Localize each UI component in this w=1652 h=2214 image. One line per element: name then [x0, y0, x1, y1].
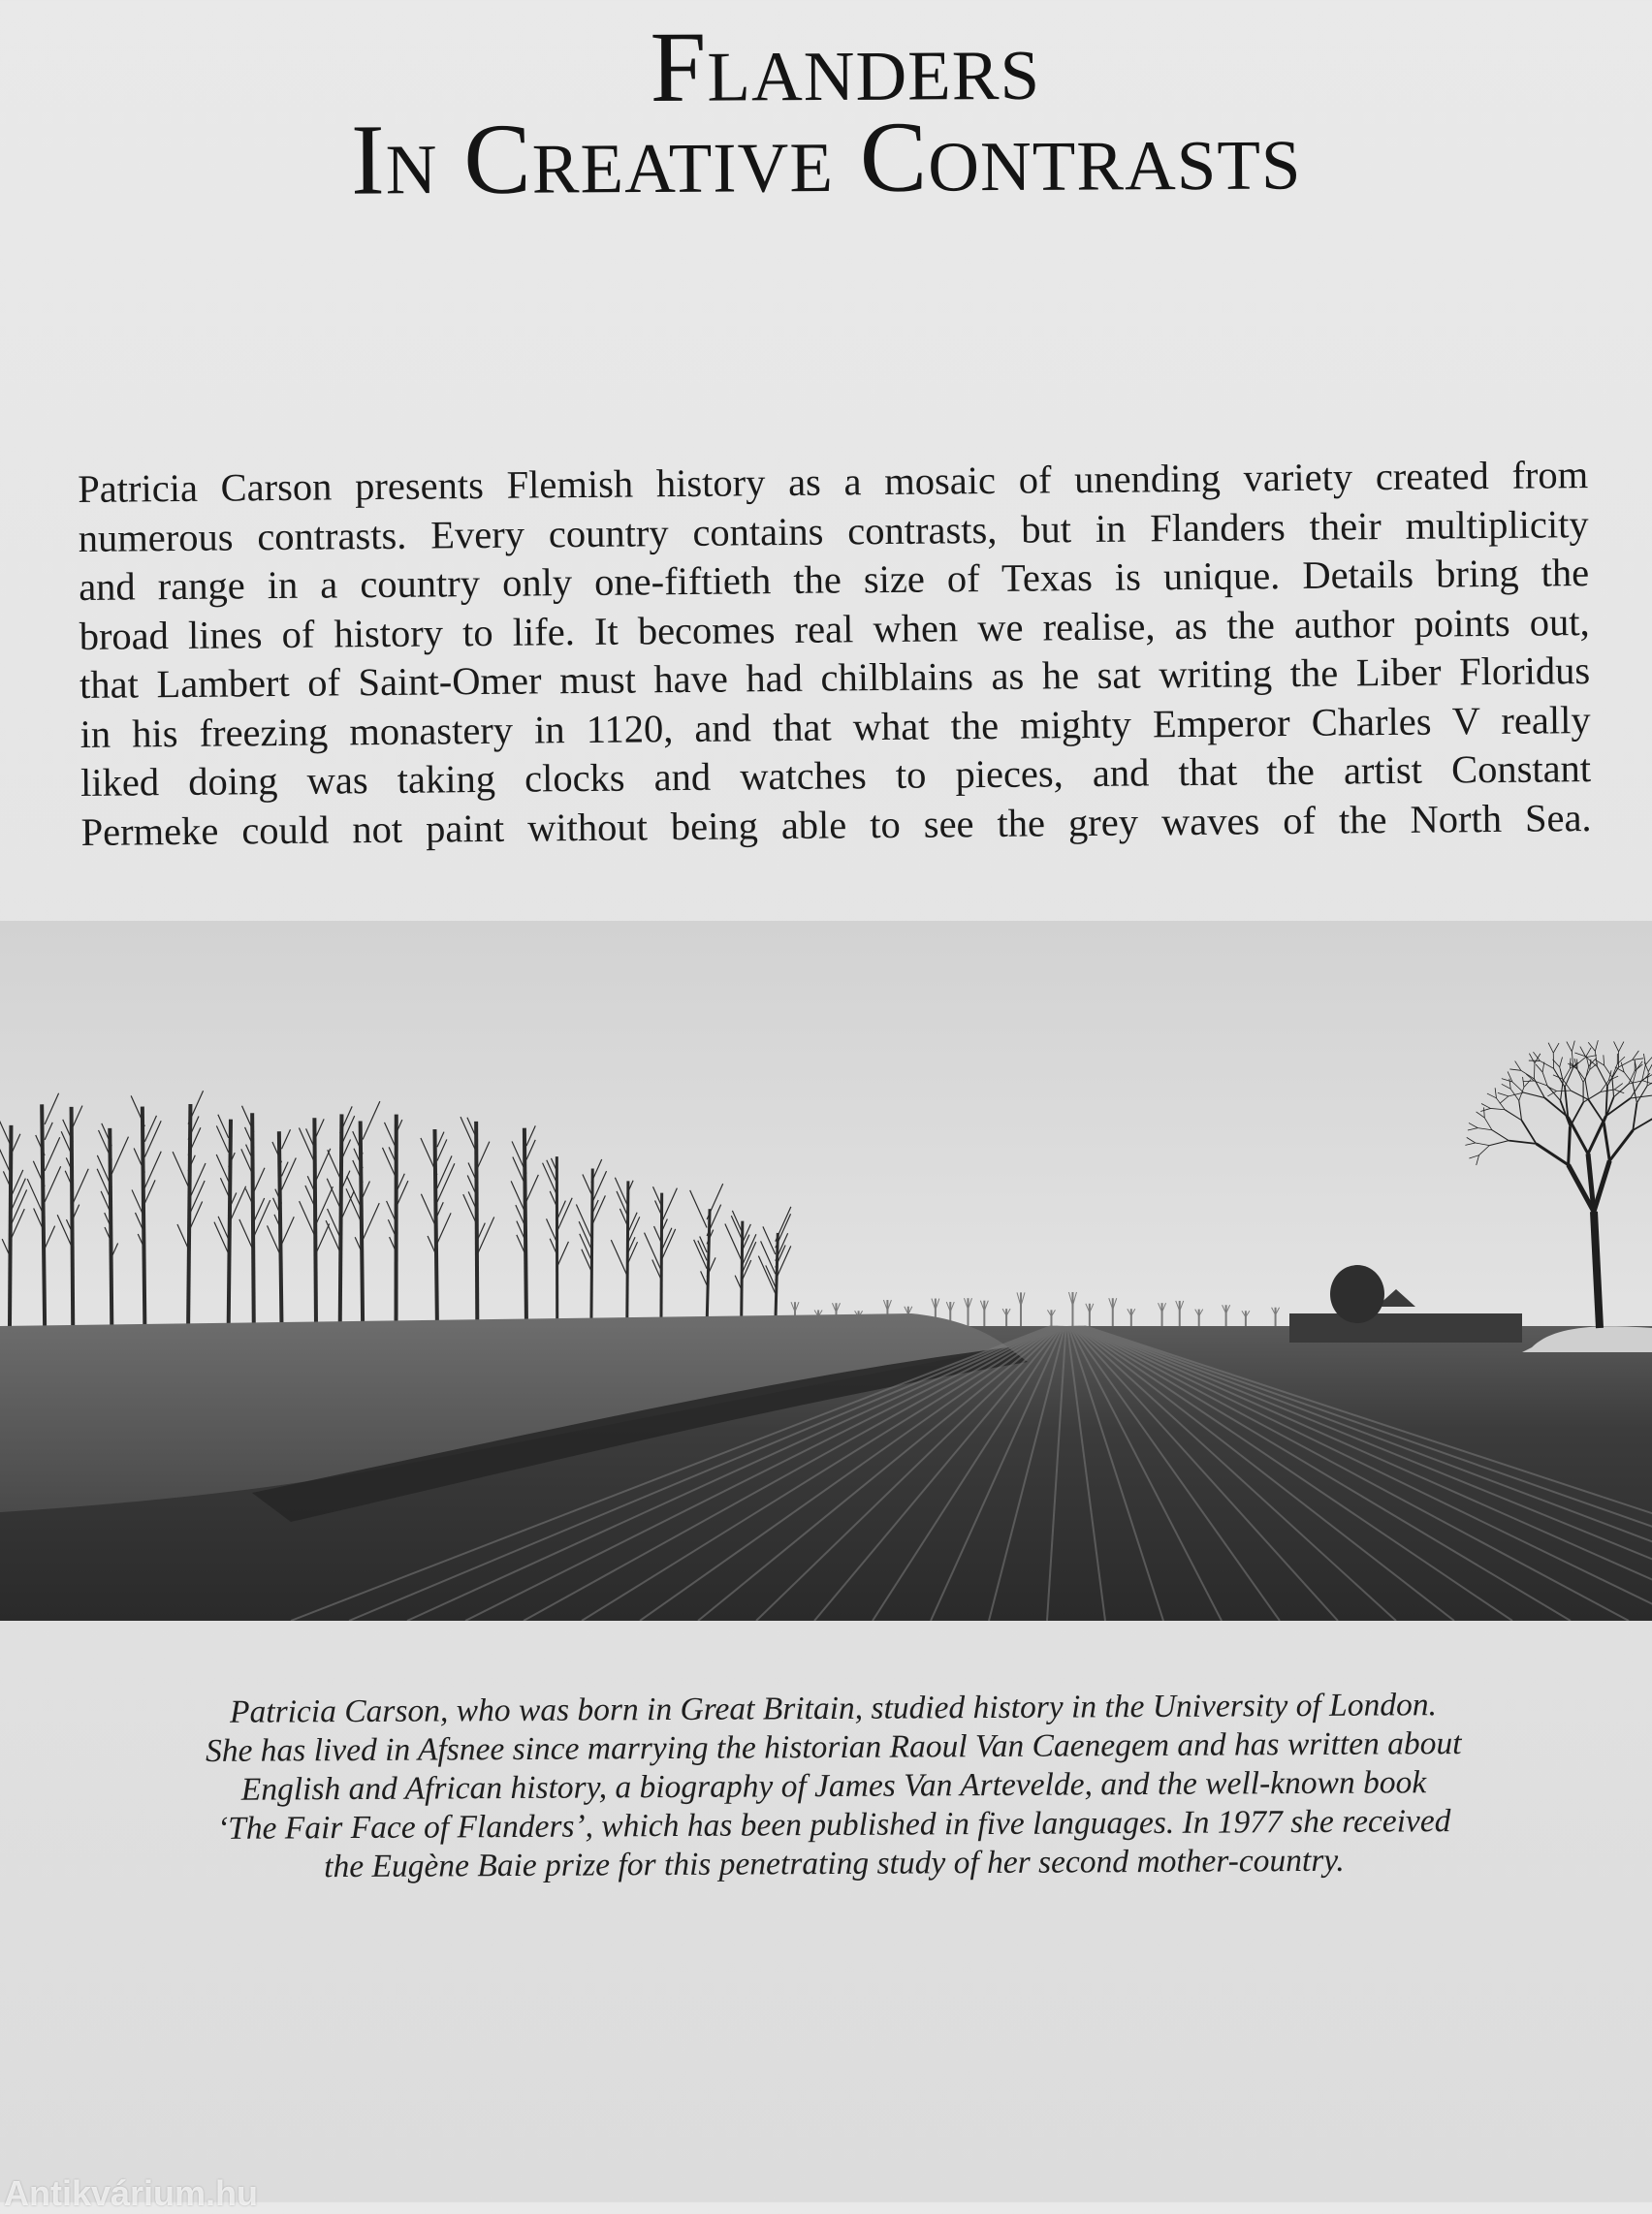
- bio-line: ‘The Fair Face of Flanders’, which has been published in five languages. In 1977 she received: [78, 1801, 1590, 1850]
- landscape-photo-image: [0, 921, 1652, 1621]
- book-blurb: [78, 451, 1592, 857]
- landscape-photo: [0, 921, 1652, 1621]
- blurb-line: Patricia Carson presents Flemish history as a mosaic of unending variety created from: [78, 451, 1588, 514]
- bio-line: English and African history, a biography of James Van Artevelde, and the well-known book: [78, 1762, 1590, 1811]
- title-line-1: Flanders: [0, 17, 1652, 117]
- bio-line: the Eugène Baie prize for this penetrating study of her second mother-country.: [78, 1840, 1590, 1888]
- author-bio: [77, 1685, 1590, 1888]
- blurb-line: broad lines of history to life. It becomes real when we realise, as the author points out,: [79, 598, 1589, 661]
- title-line-2: In Creative Contrasts: [0, 109, 1652, 208]
- blurb-line: numerous contrasts. Every country contains contrasts, but in Flanders their multiplicity: [78, 500, 1588, 563]
- bio-line: She has lived in Afsnee since marrying the historian Raoul Van Caenegem and has written about: [78, 1724, 1590, 1772]
- page-title: [0, 17, 1652, 208]
- blurb-line: Permeke could not paint without being able to see the grey waves of the North Sea.: [80, 794, 1591, 857]
- blurb-line: in his freezing monastery in 1120, and that what the mighty Emperor Charles V really: [79, 696, 1590, 759]
- blurb-line: that Lambert of Saint-Omer must have had chilblains as he sat writing the Liber Floridus: [79, 647, 1590, 710]
- blurb-line: liked doing was taking clocks and watches to pieces, and that the artist Constant: [80, 744, 1591, 807]
- blurb-line: and range in a country only one-fiftieth the size of Texas is unique. Details bring the: [79, 549, 1589, 612]
- watermark: Antikvárium.hu: [4, 2173, 258, 2214]
- bio-line: Patricia Carson, who was born in Great Britain, studied history in the University of London.: [77, 1685, 1589, 1733]
